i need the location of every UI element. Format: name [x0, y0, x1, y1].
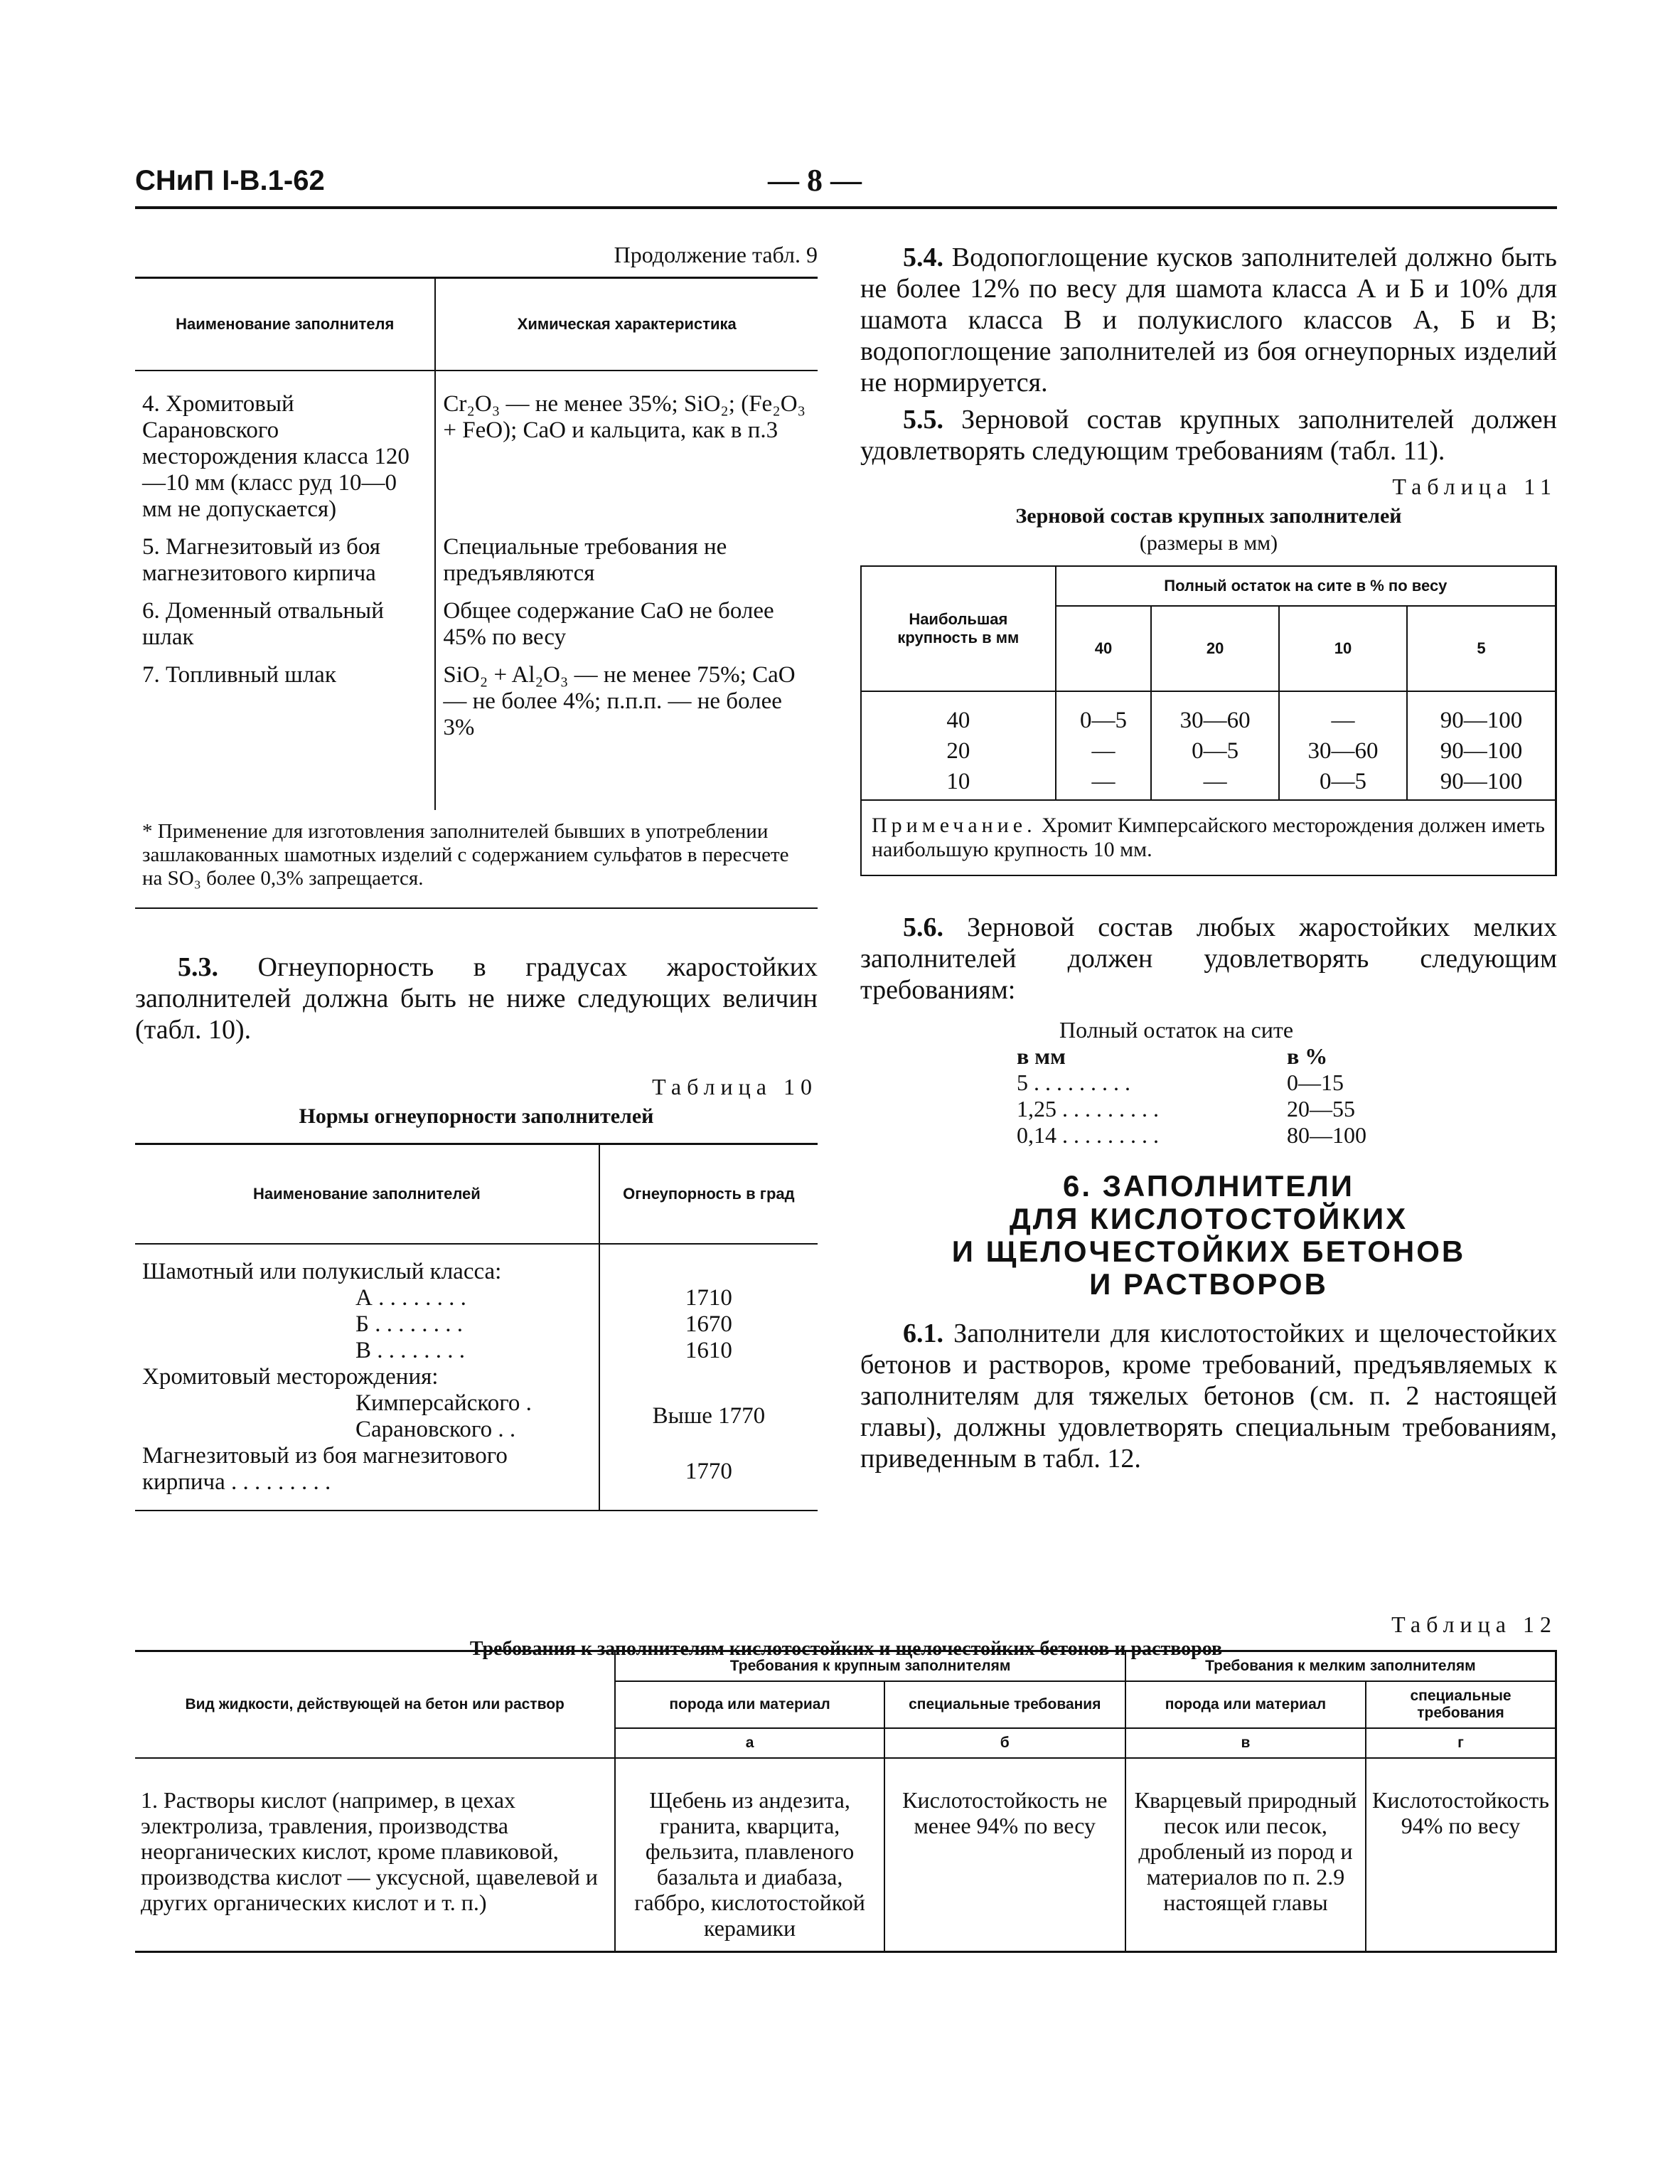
table12-letter: а [615, 1728, 884, 1758]
section-heading-line: И ЩЕЛОЧЕСТОЙКИХ БЕТОНОВ [951, 1235, 1466, 1268]
table11-label: Таблица 11 [1392, 474, 1557, 499]
table11-cell: 30—60 [1151, 691, 1279, 738]
table11-note-text: Хромит Кимперсайского месторождения должен иметь наибольшую крупность 10 мм. [872, 814, 1545, 861]
table-row [135, 592, 818, 656]
table-12 [135, 1650, 1557, 1953]
left-column [135, 242, 818, 1511]
table12-label: Таблица 12 [1391, 1612, 1557, 1637]
table12-letter: г [1366, 1728, 1556, 1758]
table11-cell: 10 [946, 769, 970, 794]
table10-names [135, 1244, 599, 1511]
table-9-continuation [135, 277, 818, 909]
table11-col-group: Полный остаток на сите в % по весу [1056, 566, 1556, 606]
table9-cell-name: 4. Хромитовый Сарановского месторождения класса 120—10 мм (класс руд 10—0 мм не допускается) [142, 391, 410, 522]
table10-row-name: Сарановского . . [355, 1417, 516, 1442]
table9-cell-chem: Общее содержание CaO не более 45% по весу [435, 592, 818, 656]
table10-row-name: Хромитовый месторождения: [142, 1364, 439, 1390]
paragraph-number: 6.1. [903, 1319, 943, 1348]
table9-cell-chem: Специальные требования не предъявляются [435, 528, 818, 592]
paragraph-number: 5.5. [903, 405, 943, 435]
table12-cell-a: Щебень из андезита, гранита, кварцита, фельзита, плавленого базальта и диабаза, габбро, кислотостойкой керамики [615, 1758, 884, 1952]
table-row [861, 769, 1556, 800]
table12-cell-b: Кислотостойкость не менее 94% по весу [884, 1758, 1125, 1952]
table10-row-name: А . . . . . . . . [355, 1285, 466, 1311]
paragraph-5-6 [860, 912, 1557, 1006]
table12-col-fine: Требования к мелким заполнителям [1125, 1651, 1556, 1682]
table10-row-name: Магнезитовый из боя магнезитового кирпича . . . . . . . . . [142, 1443, 508, 1495]
paragraph-text: Зерновой состав крупных заполнителей должен удовлетворять следующим требованиям (табл. 11). [860, 405, 1557, 466]
table12-sub-special: специальные требования [1366, 1681, 1556, 1728]
table11-cell: 30—60 [1279, 738, 1407, 769]
document-code: СНиП I-В.1-62 [135, 165, 325, 196]
table10-label: Таблица 10 [652, 1074, 818, 1099]
section-heading-line: ДЛЯ КИСЛОТОСТОЙКИХ [1009, 1202, 1408, 1235]
table11-sieve-header: 40 [1056, 606, 1152, 691]
paragraph-5-5 [860, 404, 1557, 467]
table11-cell: 0—5 [1279, 769, 1407, 800]
table12-sub-rock: порода или материал [615, 1681, 884, 1728]
table11-sieve-header: 20 [1151, 606, 1279, 691]
table11-cell: — [1151, 769, 1279, 800]
table10-row-value: 1670 [685, 1311, 732, 1337]
header-rule [135, 206, 1557, 209]
sieve-list-head: Полный остаток на сите [1059, 1017, 1294, 1043]
table10-row-name: Б . . . . . . . . [355, 1311, 463, 1337]
table9-continuation-label: Продолжение табл. 9 [614, 242, 818, 267]
sieve-pct: 20—55 [1287, 1096, 1355, 1122]
table12-cell-liquid: 1. Растворы кислот (например, в цехах электролиза, травления, производства неорганических кислот, кроме плавиковой, производства кислот — уксусной, щавелевой и других органических кислот и т. п.) [135, 1758, 615, 1952]
list-item [1017, 1070, 1557, 1096]
table10-row-value: 1610 [685, 1338, 732, 1363]
table-row [135, 1758, 1556, 1952]
sieve-mm: 1,25 . . . . . . . . . [1017, 1096, 1159, 1122]
table12-letter: б [884, 1728, 1125, 1758]
section-heading-line: И РАСТВОРОВ [1089, 1267, 1328, 1301]
table11-cell: 90—100 [1407, 738, 1556, 769]
paragraph-number: 5.3. [178, 952, 218, 982]
table9-col-name: Наименование заполнителя [135, 278, 435, 371]
table11-title: Зерновой состав крупных заполнителей [1015, 504, 1402, 528]
table9-cell-name: 5. Магнезитовый из боя магнезитового кирпича [142, 534, 380, 586]
paragraph-5-4 [860, 242, 1557, 398]
table10-title: Нормы огнеупорности заполнителей [299, 1104, 654, 1128]
paragraph-number: 5.6. [903, 912, 943, 942]
table10-row-value: Выше 1770 [652, 1403, 766, 1429]
table9-cell-chem: Cr₂O₃ — не менее 35%; SiO₂; (Fe₂O₃ + FeO); CaO и кальцита, как в п.3 [435, 385, 818, 528]
table11-cell: — [1056, 738, 1152, 769]
table10-col-value: Огнеупорность в град [599, 1144, 818, 1245]
table9-cell-chem: SiO₂ + Al₂O₃ — не менее 75%; CaO — не более 4%; п.п.п. — не более 3% [435, 656, 818, 810]
table-row [861, 691, 1556, 738]
paragraph-text: Заполнители для кислотостойких и щелочестойких бетонов и растворов, кроме требований, предъявляемых к заполнителям для тяжелых бетонов (см. п. 2 настоящей главы), должны удовлетворять специальным требованиям, приведенным в табл. 12. [860, 1319, 1557, 1474]
table11-subtitle: (размеры в мм) [1139, 531, 1278, 555]
table10-row-value: 1710 [685, 1285, 732, 1311]
sieve-mm: 5 . . . . . . . . . [1017, 1070, 1130, 1095]
table11-cell: 90—100 [1407, 769, 1556, 800]
table12-title: Требования к заполнителям кислотостойких и щелочестойких бетонов и растворов [469, 1638, 1223, 1660]
paragraph-text: Зерновой состав любых жаростойких мелких заполнителей должен удовлетворять следующим требованиям: [860, 912, 1557, 1005]
right-column [860, 242, 1557, 1480]
table11-cell: 90—100 [1407, 691, 1556, 738]
table9-col-chem: Химическая характеристика [435, 278, 818, 371]
section-heading-line: 6. ЗАПОЛНИТЕЛИ [1063, 1169, 1354, 1203]
list-item [1017, 1096, 1557, 1122]
paragraph-text: Водопоглощение кусков заполнителей должно быть не более 12% по весу для шамота класса А и Б и 10% для шамота класса В и полукислого классов А, Б и В; водопоглощение заполнителей из боя огнеупорных изделий не нормируется. [860, 243, 1557, 398]
table11-sieve-header: 10 [1279, 606, 1407, 691]
sieve-mm: 0,14 . . . . . . . . . [1017, 1122, 1159, 1148]
table11-cell: — [1279, 691, 1407, 738]
table12-cell-d: Кислотостойкость 94% по весу [1366, 1758, 1556, 1952]
sieve-col-pct: в % [1287, 1043, 1328, 1069]
sieve-pct: 0—15 [1287, 1070, 1344, 1095]
table9-cell-name: 7. Топливный шлак [142, 662, 336, 688]
sieve-pct: 80—100 [1287, 1122, 1366, 1148]
sieve-list [1017, 1017, 1557, 1149]
table-10 [135, 1143, 818, 1511]
table-row [135, 656, 818, 810]
table-row [135, 385, 818, 528]
table11-note [861, 800, 1556, 875]
table9-cell-name: 6. Доменный отвальный шлак [142, 598, 384, 650]
table-12-wrapper [135, 1650, 1557, 1953]
paragraph-number: 5.4. [903, 243, 943, 272]
table11-cell: 20 [946, 738, 970, 764]
table12-sub-special: специальные требования [884, 1681, 1125, 1728]
table12-col-coarse: Требования к крупным заполнителям [615, 1651, 1125, 1682]
table9-footnote: * Применение для изготовления заполнителей бывших в употреблении зашлакованных шамотных изделий с содержанием сульфатов в пересчете на SO₃ более 0,3% запрещается. [142, 820, 789, 890]
table10-col-name: Наименование заполнителей [135, 1144, 599, 1245]
table11-sieve-header: 5 [1407, 606, 1556, 691]
table10-row-name: Кимперсайского . [355, 1390, 532, 1416]
table12-col-liquid: Вид жидкости, действующей на бетон или раствор [135, 1651, 615, 1759]
table12-letter: в [1125, 1728, 1366, 1758]
table11-cell: — [1056, 769, 1152, 800]
table11-cell: 40 [946, 708, 970, 733]
table-row [135, 528, 818, 592]
list-item [1017, 1122, 1557, 1149]
paragraph-5-3 [135, 952, 818, 1045]
table11-note-label: Примечание. [872, 814, 1037, 837]
table10-row-value: 1770 [685, 1459, 732, 1484]
table-row [861, 738, 1556, 769]
paragraph-text: Огнеупорность в градусах жаростойких заполнителей должна быть не ниже следующих величин (табл. 10). [135, 952, 818, 1045]
table11-col-size: Наибольшая крупность в мм [861, 566, 1056, 691]
sieve-list-columns [1017, 1043, 1557, 1070]
section-6-heading [860, 1170, 1557, 1301]
paragraph-6-1 [860, 1318, 1557, 1474]
table12-cell-c: Кварцевый природный песок или песок, дробленый из пород и материалов по п. 2.9 настоящей главы [1125, 1758, 1366, 1952]
table-row [135, 1244, 818, 1511]
table11-cell: 0—5 [1151, 738, 1279, 769]
table11-cell: 0—5 [1056, 691, 1152, 738]
table-11 [860, 565, 1557, 876]
page-number: — 8 — [768, 163, 862, 198]
table10-values [599, 1244, 818, 1511]
table12-sub-rock: порода или материал [1125, 1681, 1366, 1728]
sieve-col-mm: в мм [1017, 1043, 1066, 1069]
table10-row-name: В . . . . . . . . [355, 1338, 466, 1363]
table10-row-name: Шамотный или полукислый класса: [142, 1259, 502, 1284]
